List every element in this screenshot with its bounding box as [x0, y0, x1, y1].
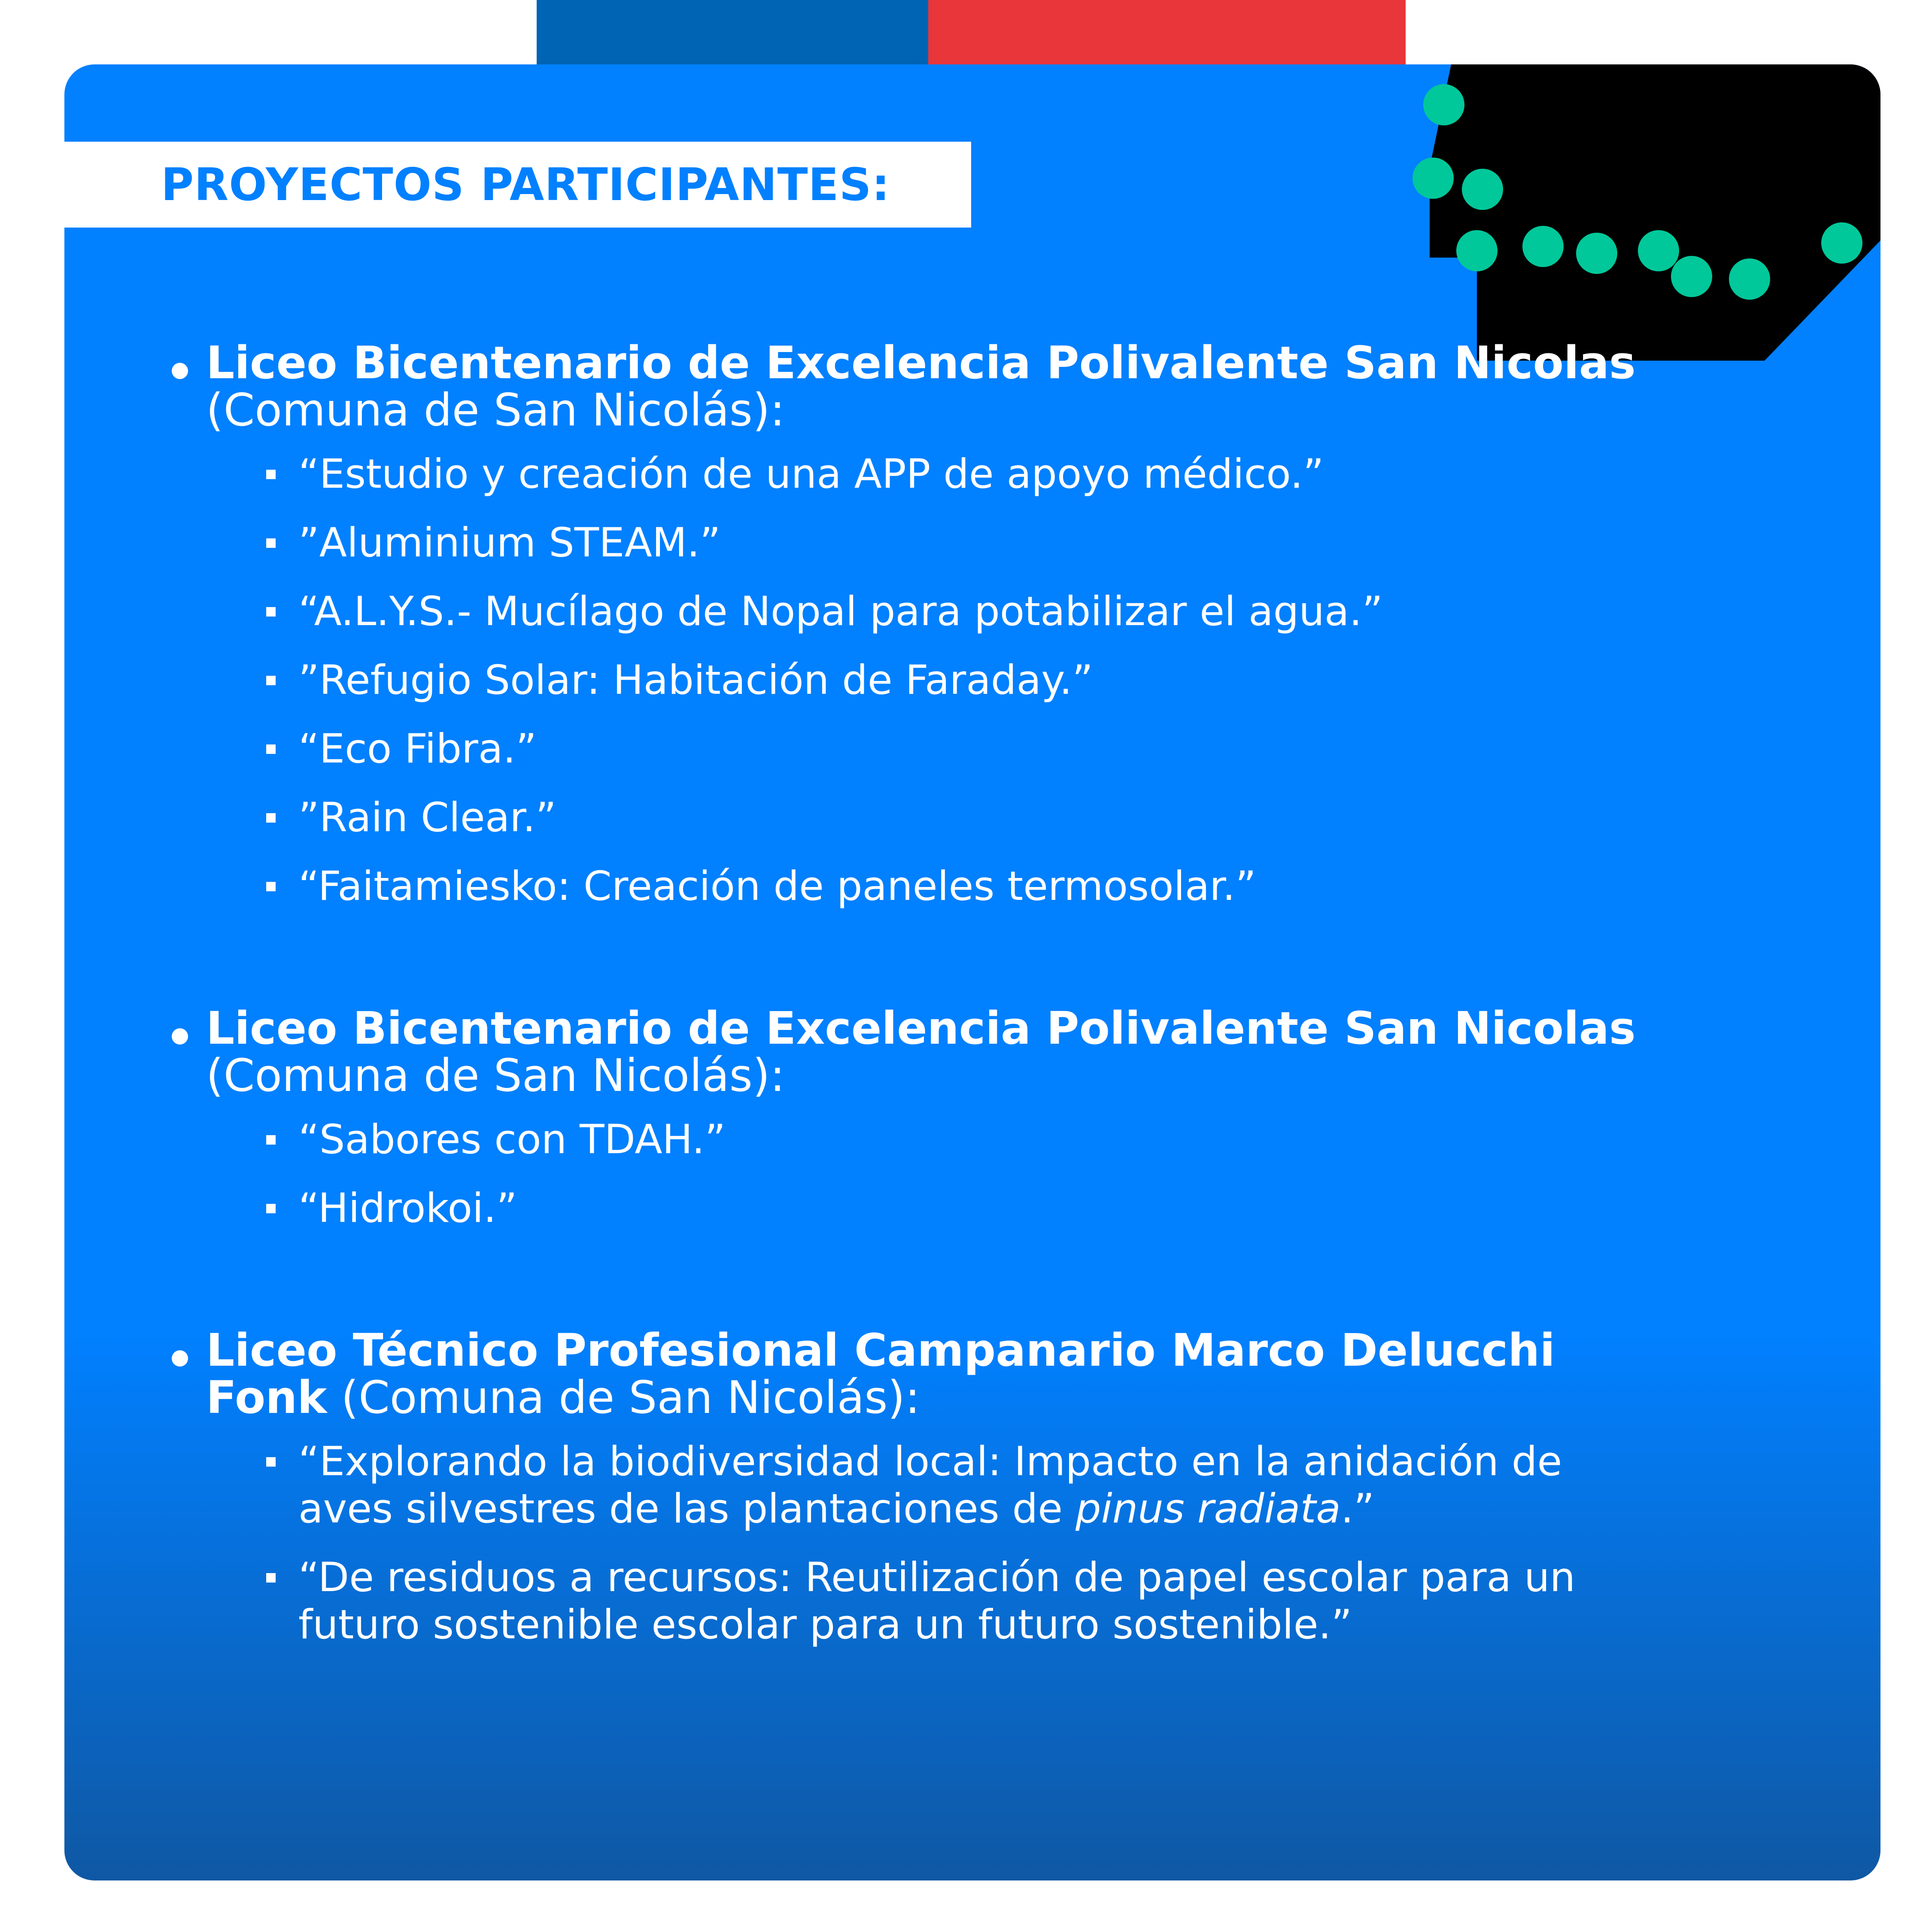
green-dot: [1413, 158, 1454, 199]
project-title: ”Aluminium STEAM.”: [298, 519, 721, 566]
school-name-continued: [206, 1371, 1803, 1424]
square-bullet: [266, 1204, 276, 1213]
content-card: [64, 64, 1880, 1880]
project-item: [266, 519, 1803, 567]
bullet-dot: [172, 1028, 188, 1045]
square-bullet: [266, 1573, 276, 1583]
project-list: [206, 451, 1803, 910]
species-name: pinus radiata: [1075, 1485, 1341, 1532]
square-bullet: [266, 744, 276, 754]
project-title: “Sabores con TDAH.”: [298, 1116, 726, 1163]
school-name: Liceo Bicentenario de Excelencia Polivalente San Nicolas: [206, 1002, 1636, 1054]
page-title: PROYECTOS PARTICIPANTES:: [161, 158, 890, 211]
school-name: Liceo Bicentenario de Excelencia Polivalente San Nicolas: [206, 337, 1636, 389]
flag-blue-stripe: [537, 0, 928, 64]
project-title: “Hidrokoi.”: [298, 1185, 517, 1232]
project-item: [266, 863, 1803, 910]
project-title: ”Refugio Solar: Habitación de Faraday.”: [298, 657, 1093, 704]
square-bullet: [266, 607, 276, 617]
project-title-line: .”: [1340, 1485, 1375, 1532]
heading-box: [64, 142, 971, 228]
green-dot: [1671, 256, 1712, 297]
square-bullet: [266, 813, 276, 823]
school-location: (Comuna de San Nicolás):: [206, 384, 785, 436]
school-name: Liceo Técnico Profesional Campanario Marco Delucchi: [206, 1324, 1555, 1376]
project-title-line: “Explorando la biodiversidad local: Impacto en la anidación de: [298, 1438, 1562, 1485]
square-bullet: [266, 470, 276, 479]
project-item: [266, 1554, 1803, 1649]
project-item: [266, 1185, 1803, 1232]
project-title: “Eco Fibra.”: [298, 726, 537, 772]
school-name-end: Fonk: [206, 1371, 327, 1424]
school-entry: [172, 1324, 1803, 1649]
project-item: [266, 726, 1803, 773]
project-title: “Estudio y creación de una APP de apoyo médico.”: [298, 451, 1324, 498]
square-bullet: [266, 882, 276, 891]
school-entry: [172, 339, 1803, 910]
black-corner-shape: [1430, 64, 1880, 361]
project-title: ”Rain Clear.”: [298, 794, 556, 841]
schools-list: [172, 339, 1803, 1670]
project-title-line: aves silvestres de las plantaciones de: [298, 1485, 1076, 1532]
green-dot: [1522, 226, 1564, 267]
green-dot: [1638, 230, 1679, 271]
green-dot: [1423, 84, 1464, 125]
green-dot: [1821, 222, 1862, 264]
green-dot: [1462, 169, 1503, 210]
square-bullet: [266, 1457, 276, 1467]
project-item: [266, 794, 1803, 841]
project-item: [266, 1116, 1803, 1163]
green-dot: [1729, 258, 1770, 300]
project-item: [266, 657, 1803, 704]
flag-red-stripe: [928, 0, 1406, 64]
square-bullet: [266, 1135, 276, 1145]
green-dot: [1576, 233, 1617, 274]
project-title: “Faitamiesko: Creación de paneles termosolar.”: [298, 863, 1256, 910]
school-location: (Comuna de San Nicolás):: [341, 1371, 920, 1424]
project-item: [266, 588, 1803, 635]
project-title-line: futuro sostenible escolar para un futuro sostenible.”: [298, 1601, 1352, 1648]
green-dot: [1456, 230, 1498, 271]
project-title-line: “De residuos a recursos: Reutilización de papel escolar para un: [298, 1554, 1576, 1601]
project-title: “A.L.Y.S.- Mucílago de Nopal para potabilizar el agua.”: [298, 588, 1383, 635]
bullet-dot: [172, 363, 188, 379]
project-item: [266, 1438, 1803, 1533]
project-list: [206, 1438, 1803, 1649]
project-item: [266, 451, 1803, 498]
square-bullet: [266, 538, 276, 548]
school-location: (Comuna de San Nicolás):: [206, 1049, 785, 1102]
school-entry: [172, 1002, 1803, 1232]
square-bullet: [266, 676, 276, 685]
project-list: [206, 1116, 1803, 1232]
bullet-dot: [172, 1350, 188, 1367]
